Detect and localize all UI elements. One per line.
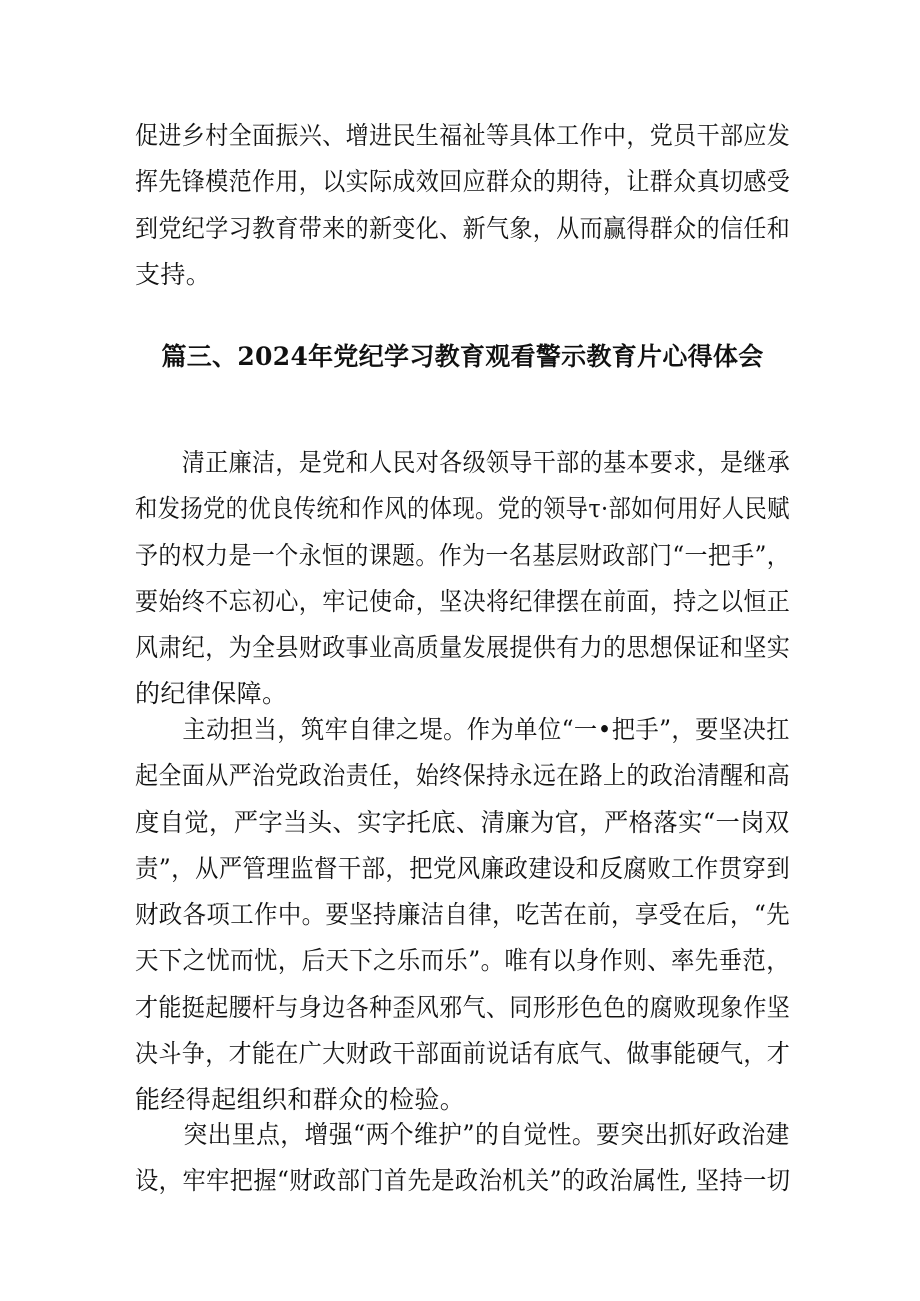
paragraph-line: 要始终不忘初心，牢记使命，坚决将纪律摆在前面，持之以恒正	[135, 586, 791, 616]
paragraph-line: 挥先锋模范作用，以实际成效回应群众的期待，让群众真切感受	[135, 167, 791, 197]
body-paragraph-2	[135, 707, 790, 1124]
body-paragraph-1	[135, 440, 790, 718]
paragraph-line: 清正廉洁，是党和人民对各级领导干部的基本要求，是继承	[135, 448, 791, 477]
paragraph-line: 度自觉，严字当头、实字托底、清廉为官，严格落实“一岗双	[135, 807, 790, 837]
paragraph-line: 责”，从严管理监督干部，把党风廉政建设和反腐败工作贯穿到	[135, 853, 791, 883]
paragraph-line: 的纪律保障。	[135, 679, 288, 709]
paragraph-line: 才能挺起腰杆与身边各种歪风邪气、同形形色色的腐败现象作坚	[135, 992, 791, 1022]
paragraph-line: 促进乡村全面振兴、增进民生福祉等具体工作中，党员干部应发	[135, 121, 791, 150]
paragraph-line: 予的权力是一个永恒的课题。作为一名基层财政部门“一把手”，	[135, 540, 791, 570]
paragraph-line: 到党纪学习教育带来的新变化、新气象，从而赢得群众的信任和	[135, 213, 791, 243]
paragraph-line: 和发扬党的优良传统和作风的体现。党的领导τ·部如何用好人民赋	[135, 494, 790, 524]
body-paragraph-3	[135, 1112, 790, 1205]
section-heading: 篇三、2024年党纪学习教育观看警示教育片心得体会	[161, 342, 764, 371]
paragraph-line: 天下之忧而忧，后天下之乐而乐”。唯有以身作则、率先垂范，	[135, 946, 791, 976]
paragraph-line: 能经得起组织和群众的检验。	[135, 1085, 466, 1115]
paragraph-line: 决斗争，才能在广大财政干部面前说话有底气、做事能硬气，才	[135, 1039, 791, 1069]
paragraph-line: 突出里点，增强“两个维护”的自觉性。要突出抓好政治建	[135, 1120, 790, 1149]
paragraph-line: 起全面从严治党政治责任，始终保持永远在路上的政治清醒和高	[135, 761, 791, 791]
paragraph-line: 财政各项工作中。要坚持廉洁自律，吃苦在前，享受在后，“先	[135, 900, 791, 930]
paragraph-line: 支持。	[135, 259, 212, 289]
paragraph-line: 设，牢牢把握“财政部门首先是政治机关”的政治属性, 坚持一切	[135, 1166, 791, 1196]
paragraph-line: 风肃纪，为全县财政事业高质量发展提供有力的思想保证和坚实	[135, 633, 791, 663]
intro-paragraph	[135, 113, 790, 298]
paragraph-line: 主动担当，筑牢自律之堤。作为单位“一•把手”，要坚决扛	[135, 715, 790, 744]
